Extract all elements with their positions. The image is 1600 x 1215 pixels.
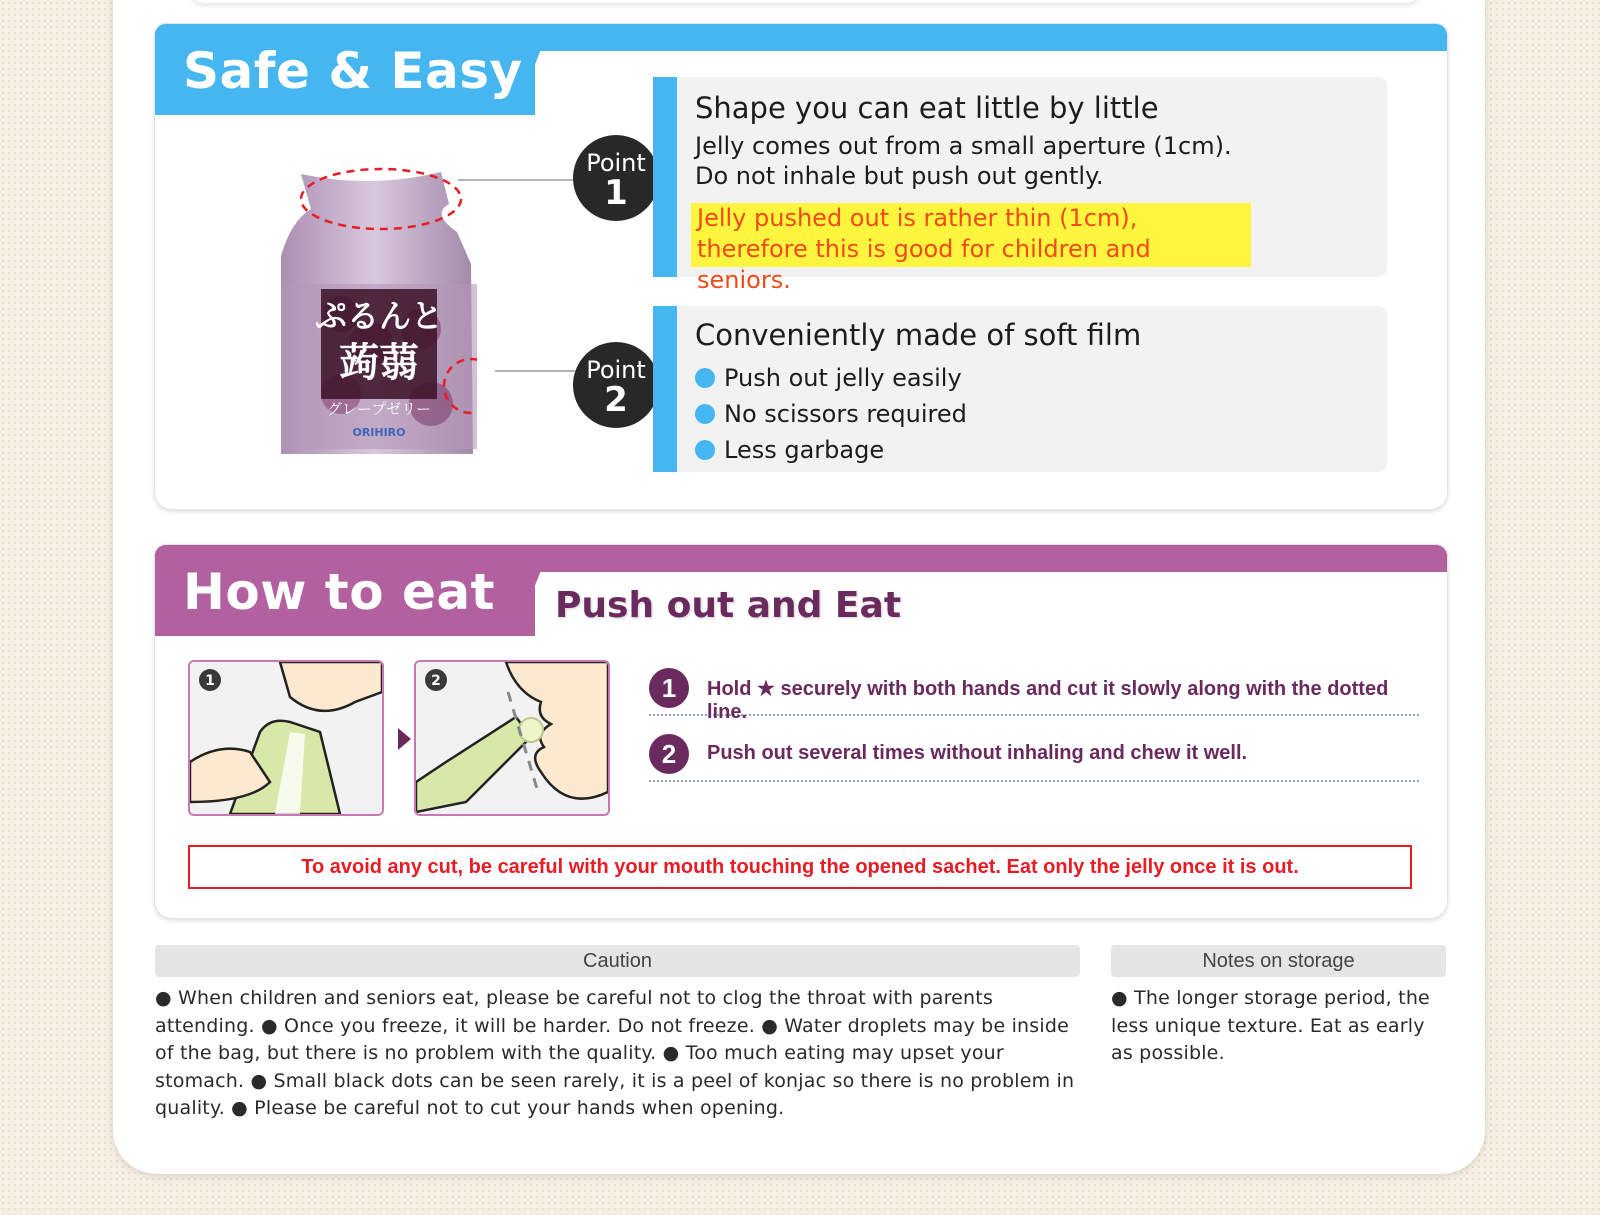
previous-section-edge (190, 0, 1420, 3)
how-to-eat-subtitle: Push out and Eat (555, 585, 902, 626)
product-name-line2: 蒟蒻 (339, 340, 419, 386)
storage-heading: Notes on storage (1111, 945, 1446, 977)
product-name-line1: ぷるんと (314, 297, 444, 335)
step2-badge: 2 (431, 673, 441, 689)
step1-text: Hold ★ securely with both hands and cut it slowly along with the dotted line. (707, 678, 1389, 723)
point2-bullet: Push out jelly easily (695, 364, 962, 392)
caution-body: ● When children and seniors eat, please be careful not to clog the throat with parents attending. ● Once you freeze, it will be harder. Do not freeze. ● Water droplets may be inside of the bag, but there is no problem with the quality. ● Too much eating may upset your stomach. ● Small black dots can be seen rarely, it is a peel of konjac so there is no problem in quality. ● Please be careful not to cut your hands when opening. (155, 987, 1075, 1119)
point2-badge: Point 2 (573, 342, 659, 428)
product-brand: ORIHIRO (352, 426, 406, 439)
cut-warning-box: To avoid any cut, be careful with your mouth touching the opened sachet. Eat only the jelly once it is out. (188, 845, 1412, 889)
step1-badge: 1 (205, 673, 215, 689)
how-to-eat-title: How to eat (183, 563, 496, 621)
point1-badge: Point 1 (573, 135, 659, 221)
how-to-eat-section (154, 544, 1448, 919)
step2-illustration (414, 660, 610, 816)
product-pouch-image (281, 164, 477, 464)
point2-leader-line (495, 370, 575, 372)
step1-illustration (188, 660, 384, 816)
caution-heading: Caution (155, 945, 1080, 977)
point1-line2: Do not inhale but push out gently. (695, 162, 1104, 190)
point1-leader-line (458, 179, 573, 181)
point1-highlight: Jelly pushed out is rather thin (1cm), therefore this is good for children and seniors. (691, 203, 1251, 267)
step2-text: Push out several times without inhaling and chew it well. (707, 742, 1248, 764)
storage-body: ● The longer storage period, the less unique texture. Eat as early as possible. (1111, 987, 1430, 1064)
product-flavor: グレープゼリー (326, 400, 432, 418)
point1-box (653, 77, 1387, 294)
step2-row (649, 728, 1419, 782)
safe-easy-title: Safe & Easy (183, 42, 523, 100)
point2-title: Conveniently made of soft film (695, 318, 1142, 352)
bullet-dot-icon (695, 440, 715, 460)
step2-number: 2 (649, 734, 689, 774)
bullet-dot-icon (695, 368, 715, 388)
point1-title: Shape you can eat little by little (695, 91, 1159, 125)
point2-bullet: Less garbage (695, 436, 884, 464)
step-arrow-icon (398, 728, 411, 750)
safe-easy-section (154, 23, 1448, 510)
point1-line1: Jelly comes out from a small aperture (1cm). (695, 132, 1232, 160)
point2-bullet: No scissors required (695, 400, 967, 428)
step1-number: 1 (649, 668, 689, 708)
step1-row (649, 662, 1419, 723)
point2-box (653, 306, 1387, 472)
bullet-dot-icon (695, 404, 715, 424)
